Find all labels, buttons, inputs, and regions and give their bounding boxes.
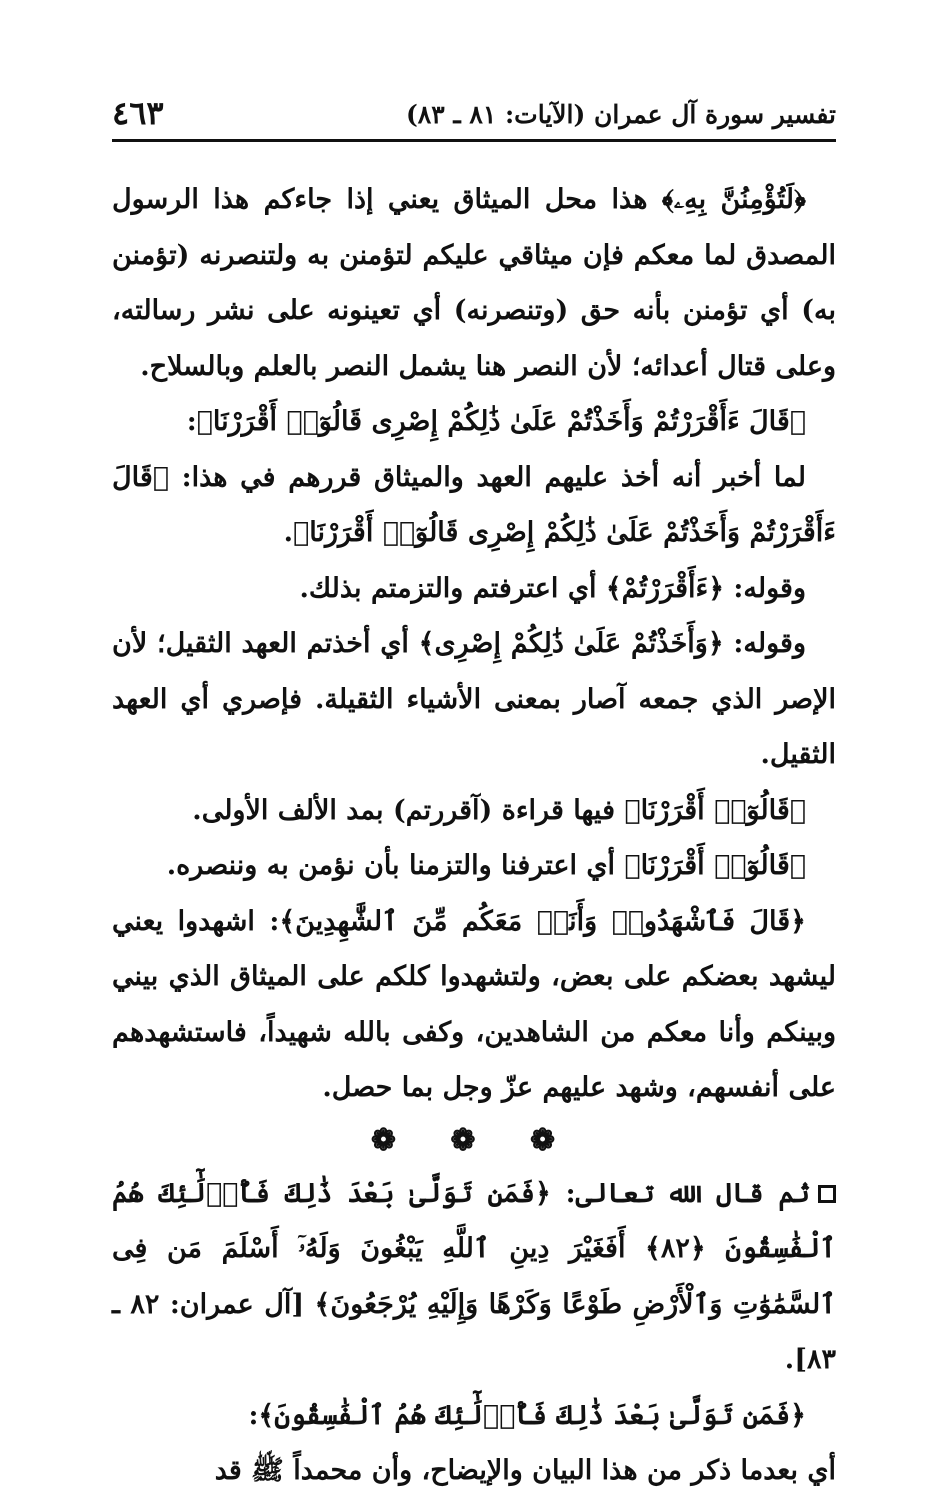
paragraph-commentary-5: ﴿قَالُوٓا۟ أَقْرَرْنَا﴾ فيها قراءة (آقررتم) بمد الألف الأولى. — [192, 794, 806, 826]
paragraph-commentary-6: ﴿قَالُوٓا۟ أَقْرَرْنَا﴾ أي اعترفنا والتزمنا بأن نؤمن به وننصره. — [166, 850, 806, 881]
paragraph-commentary-4: وقوله: ﴿وَأَخَذْتُمْ عَلَىٰ ذَٰلِكُمْ إِصْرِى﴾ أي أخذتم العهد الثقيل؛ لأن الإصر الذي جمعه آصار بمعنى الأشياء الثقيلة. فإصري أي العهد الثقيل. — [112, 628, 836, 770]
square-bullet-icon — [818, 1185, 836, 1203]
section-ornaments: ❁ ❁ ❁ — [370, 1122, 578, 1158]
paragraph-commentary-2: لما أخبر أنه أخذ عليهم العهد والميثاق قررهم في هذا: ﴿قَالَ ءَأَقْرَرْتُمْ وَأَخَذْتُمْ عَلَىٰ ذَٰلِكُمْ إِصْرِى قَالُوٓا۟ أَقْرَرْنَا﴾. — [112, 461, 836, 548]
page-header — [112, 92, 836, 144]
paragraph-commentary-1: ﴿لَتُؤْمِنُنَّ بِهِۦ﴾ هذا محل الميثاق يعني إذا جاءكم هذا الرسول المصدق لما معكم فإن ميثاقي عليكم لتؤمنن به ولتنصرنه (تؤمنن به) أي تؤمنن بأنه حق (وتنصرنه) أي تعينونه على نشر رسالته، وعلى قتال أعدائه؛ لأن النصر هنا يشمل النصر بالعلم وبالسلاح. — [112, 184, 836, 382]
section-intro-text: ثم قال الله تعالى: ﴿فَمَن تَوَلَّىٰ بَعْدَ ذَٰلِكَ فَأُو۟لَٰٓئِكَ هُمُ ٱلْفَٰسِقُونَ ﴿٨٢﴾ أَفَغَيْرَ دِينِ ٱللَّهِ يَبْغُونَ وَلَهُۥٓ أَسْلَمَ مَن فِى ٱلسَّمَٰوَٰتِ وَٱلْأَرْضِ طَوْعًا وَكَرْهًا وَإِلَيْهِ يُرْجَعُونَ﴾ [آل عمران: ٨٢ ـ ٨٣]. — [112, 1177, 837, 1375]
paragraph-commentary-3: وقوله: ﴿ءَأَقْرَرْتُمْ﴾ أي اعترفتم والتزمتم بذلك. — [299, 572, 806, 604]
running-title: تفسير سورة آل عمران (الآيات: ٨١ ـ ٨٣) — [405, 100, 836, 129]
page-number: ٤٦٣ — [112, 94, 164, 132]
verse-quote-1: ﴿قَالَ ءَأَقْرَرْتُمْ وَأَخَذْتُمْ عَلَىٰ ذَٰلِكُمْ إِصْرِى قَالُوٓا۟ أَقْرَرْنَا﴾: — [186, 406, 806, 437]
header-rule — [112, 139, 836, 142]
paragraph-commentary-7: ﴿قَالَ فَٱشْهَدُوا۟ وَأَنَا۠ مَعَكُم مِّنَ ٱلشَّٰهِدِينَ﴾: اشهدوا يعني ليشهد بعضكم على بعض، ولتشهدوا كلكم على الميثاق الذي بيني وبينكم وأنا معكم من الشاهدين، وكفى بالله شهيداً، فاستشهدهم على أنفسهم، وشهد عليهم عزّ وجل بما حصل. — [112, 905, 836, 1103]
page-body — [112, 172, 836, 1499]
section-intro — [112, 1166, 836, 1388]
paragraph-commentary-8: أي بعدما ذكر من هذا البيان والإيضاح، وأن محمداً ﷺ قد — [214, 1455, 836, 1486]
verse-quote-2: ﴿فَمَن تَوَلَّىٰ بَعْدَ ذَٰلِكَ فَأُو۟لَٰٓئِكَ هُمُ ٱلْفَٰسِقُونَ﴾: — [248, 1399, 806, 1431]
